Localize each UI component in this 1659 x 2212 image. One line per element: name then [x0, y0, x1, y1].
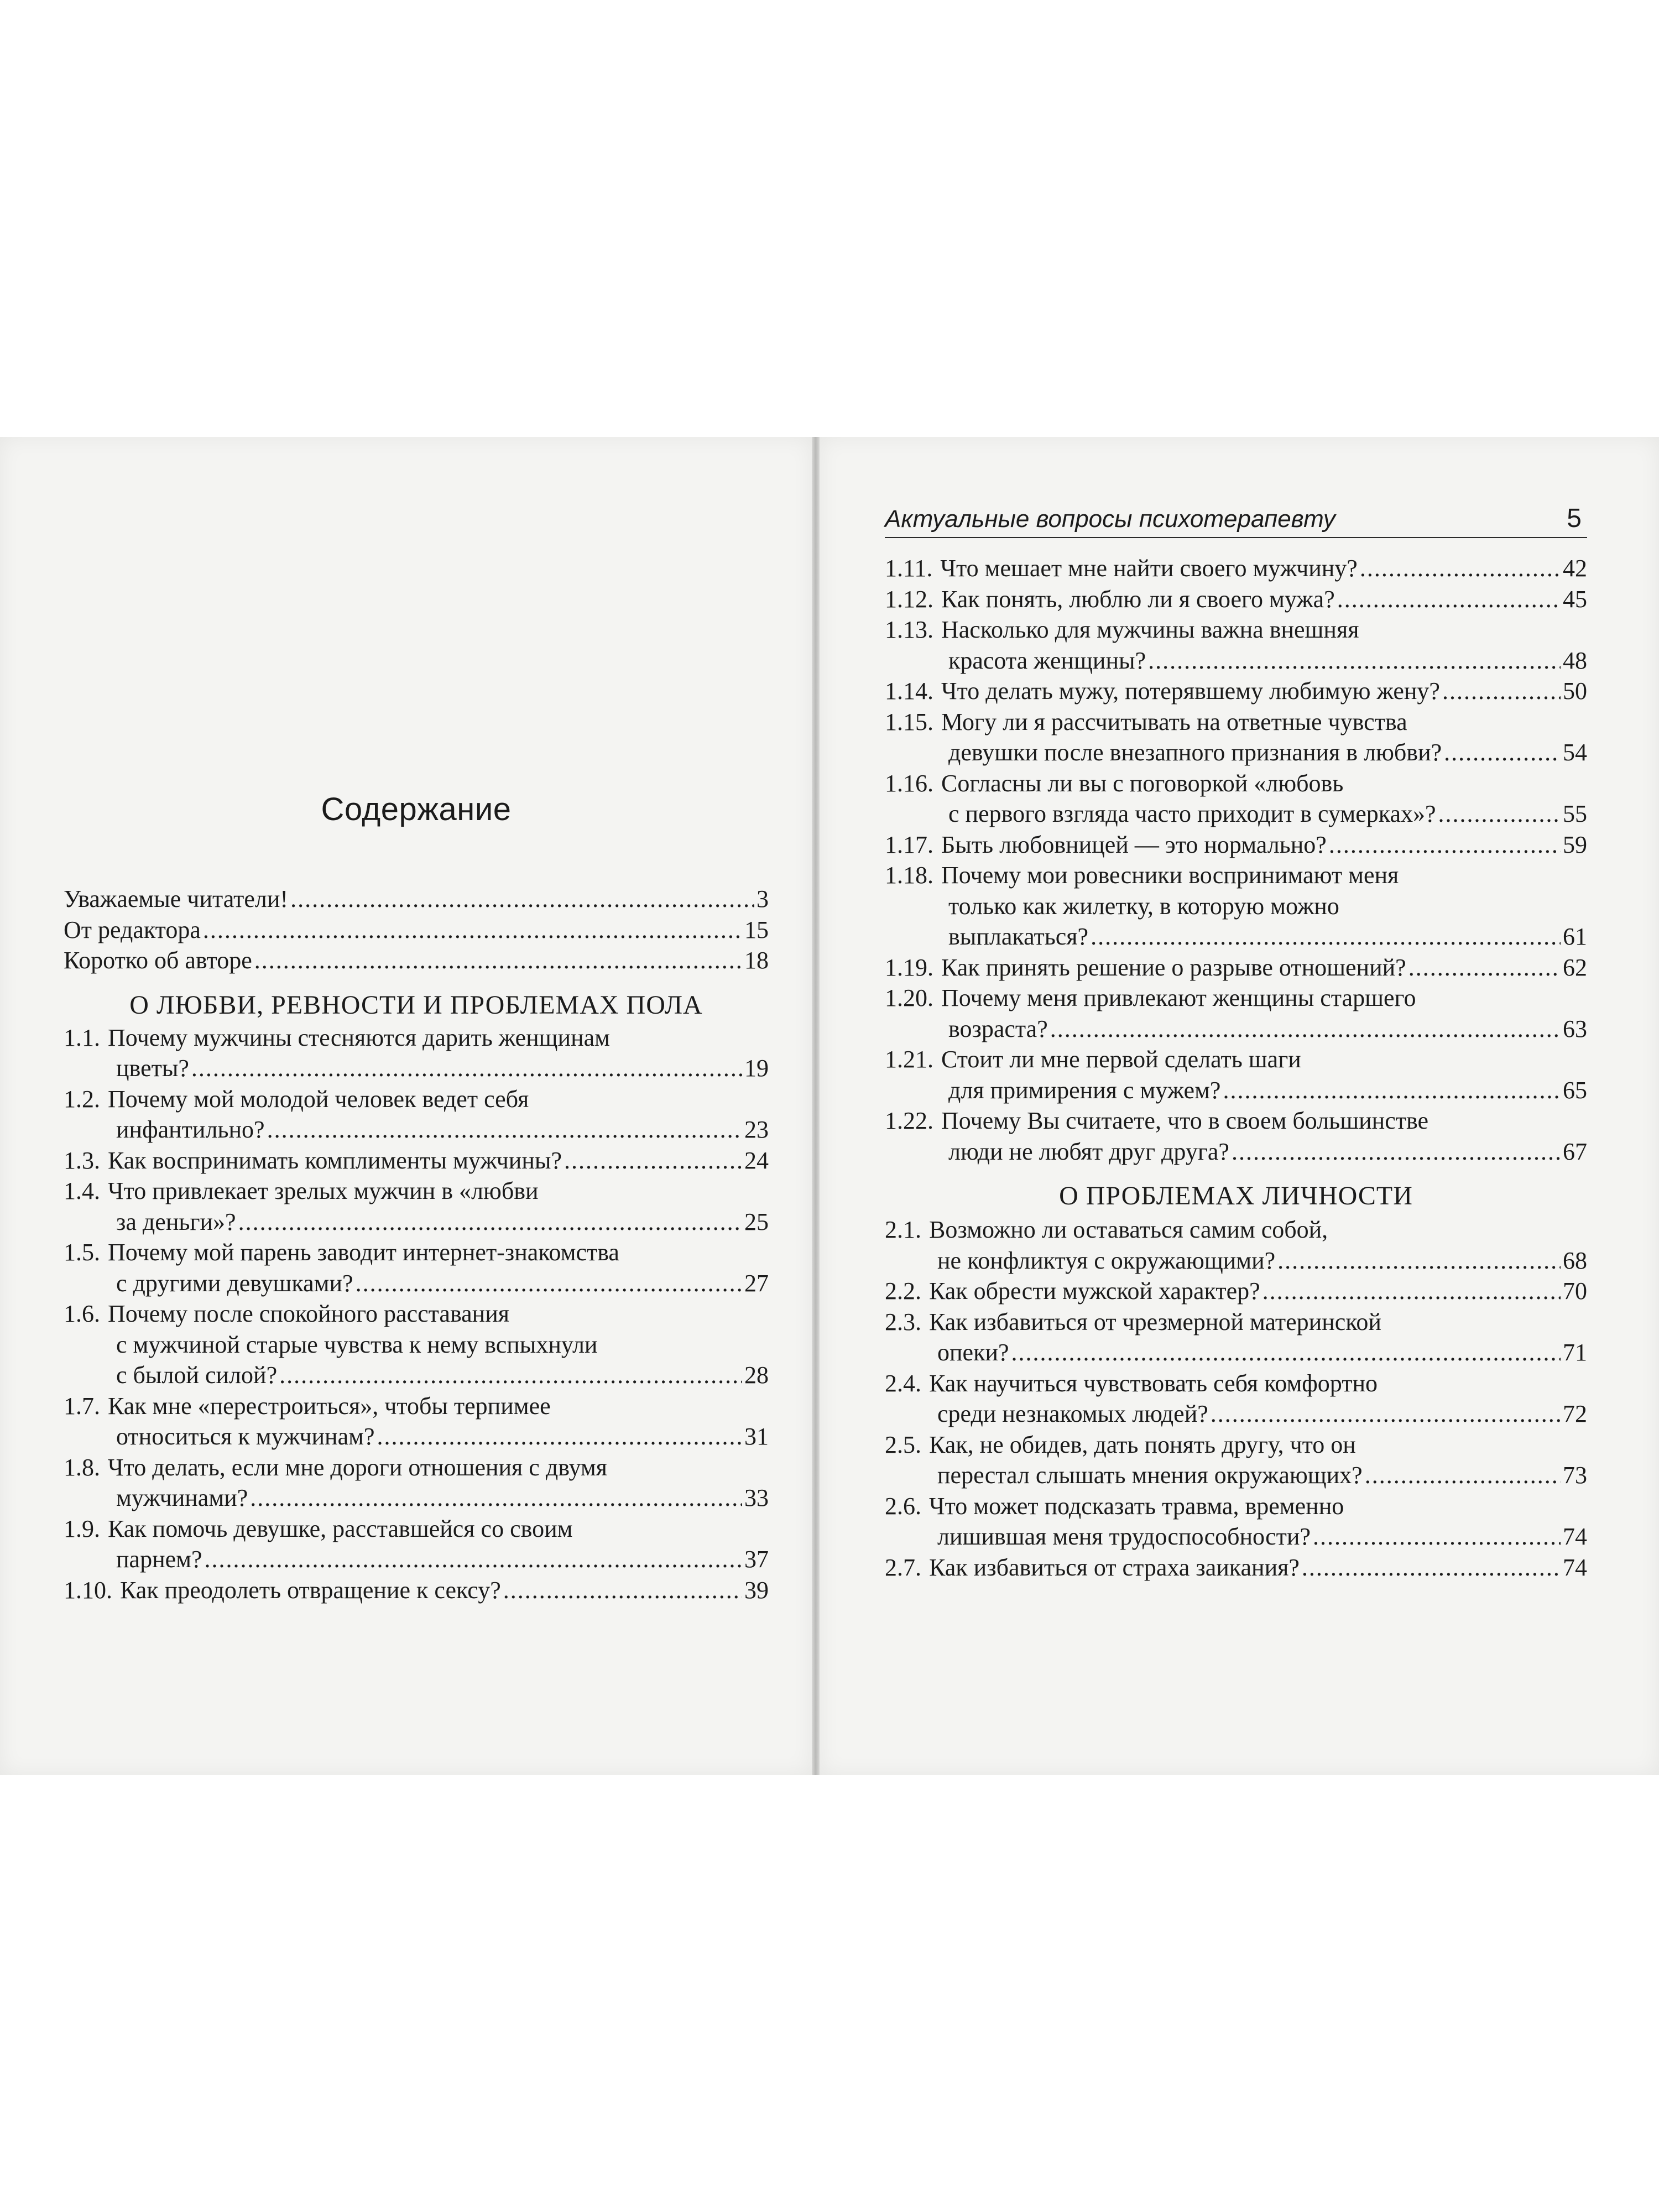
toc-entry-line	[885, 860, 1587, 891]
toc-entry-number: 2.7.	[885, 1553, 921, 1581]
toc-entry-number: 1.20.	[885, 984, 933, 1011]
toc-entry-number: 1.22.	[885, 1107, 933, 1134]
toc-entry-text: Как преодолеть отвращение к сексу?	[120, 1576, 501, 1604]
toc-entry-number: 1.8.	[64, 1453, 100, 1481]
toc-entry-text: Что привлекает зрелых мужчин в «любви	[108, 1177, 539, 1204]
toc-entry-line	[885, 553, 1587, 584]
toc-entry-line	[885, 1214, 1587, 1245]
toc-entry-line	[885, 1075, 1587, 1106]
toc-entry-text: за деньги»?	[116, 1208, 236, 1235]
toc-entry-line	[64, 1391, 769, 1422]
toc-entry-page: 68	[1563, 1246, 1587, 1274]
toc-entry-line	[64, 1114, 769, 1145]
dot-leader	[1211, 1399, 1561, 1430]
toc-entry	[885, 1044, 1587, 1105]
toc-entry	[885, 614, 1587, 676]
toc-entry-text: Согласны ли вы с поговоркой «любовь	[941, 769, 1344, 797]
toc-entry	[885, 830, 1587, 860]
toc-entry-line	[885, 584, 1587, 615]
toc-entry-line	[64, 1176, 769, 1207]
toc-entry	[885, 676, 1587, 707]
toc-entry	[885, 952, 1587, 983]
toc-entry	[64, 1452, 769, 1514]
toc-entry	[64, 1145, 769, 1176]
toc-entry	[885, 707, 1587, 768]
toc-entry-line	[64, 1237, 769, 1268]
toc-entry-text: Насколько для мужчины важна внешняя	[941, 616, 1359, 643]
toc-entry-line	[885, 799, 1587, 830]
toc-entry-text: Как воспринимать комплименты мужчины?	[108, 1146, 562, 1174]
toc-entry-text: среди незнакомых людей?	[937, 1400, 1208, 1427]
toc-entry-text: только как жилетку, в которую можно	[948, 892, 1339, 920]
toc-entry-text: мужчинами?	[116, 1484, 248, 1511]
toc-entry-number: 1.7.	[64, 1392, 100, 1420]
toc-entry	[64, 915, 769, 946]
toc-entry-line	[885, 891, 1587, 922]
dot-leader	[250, 1483, 742, 1514]
toc-entry-number: 2.5.	[885, 1431, 921, 1458]
dot-leader	[1337, 584, 1561, 615]
toc-entry-text: Почему после спокойного расставания	[108, 1300, 509, 1327]
toc-entry	[885, 1276, 1587, 1307]
toc-entry	[64, 1514, 769, 1575]
toc-entry-line	[64, 1329, 769, 1360]
toc-entry-line	[64, 1452, 769, 1483]
toc-entry-number: 1.13.	[885, 616, 933, 643]
dot-leader	[564, 1145, 742, 1176]
toc-entry-line	[885, 830, 1587, 860]
toc-entry-number: 1.11.	[885, 555, 933, 582]
toc-entry-line	[64, 945, 769, 976]
dot-leader	[356, 1268, 742, 1299]
toc-entry-number: 2.4.	[885, 1369, 921, 1397]
toc-entry-number: 1.14.	[885, 677, 933, 705]
toc-entry	[885, 983, 1587, 1044]
toc-entry-text: для примирения с мужем?	[948, 1076, 1221, 1104]
toc-entry-page: 3	[757, 885, 769, 912]
toc-entry	[64, 884, 769, 915]
toc-entry-number: 1.19.	[885, 953, 933, 981]
toc-entry-page: 42	[1563, 555, 1587, 582]
toc-entry-text: парнем?	[116, 1546, 202, 1573]
toc-entry-page: 74	[1563, 1523, 1587, 1550]
toc-entry-line	[64, 1514, 769, 1545]
toc-entry-line	[885, 614, 1587, 645]
toc-entry-page: 55	[1563, 800, 1587, 827]
toc-entry-text: с былой силой?	[116, 1361, 278, 1389]
toc-entry-line	[885, 768, 1587, 799]
dot-leader	[503, 1575, 742, 1606]
toc-entry-text: относиться к мужчинам?	[116, 1423, 375, 1450]
toc-entry-text: с другими девушками?	[116, 1269, 353, 1297]
toc-entry-text: Могу ли я рассчитывать на ответные чувства	[941, 708, 1407, 735]
toc-entry-number: 2.3.	[885, 1308, 921, 1335]
toc-entry-number: 1.16.	[885, 769, 933, 797]
toc-entry-page: 33	[744, 1484, 769, 1511]
toc-entry-number: 2.2.	[885, 1277, 921, 1305]
dot-leader	[205, 1544, 742, 1575]
toc-entry-line	[885, 1337, 1587, 1368]
toc-entry	[64, 1298, 769, 1391]
toc-entry-text: Коротко об авторе	[64, 947, 252, 974]
dot-leader	[1302, 1552, 1561, 1583]
dot-leader	[191, 1053, 742, 1084]
toc-entry-page: 23	[744, 1116, 769, 1143]
toc-entry	[885, 1491, 1587, 1552]
toc-entry-line	[64, 1053, 769, 1084]
toc-entry-line	[64, 1483, 769, 1514]
toc-entry-page: 62	[1563, 953, 1587, 981]
toc-entry-number: 1.15.	[885, 708, 933, 735]
running-head	[885, 503, 1587, 538]
dot-leader	[1360, 553, 1561, 584]
toc-entry-page: 39	[744, 1576, 769, 1604]
toc-entry	[885, 1430, 1587, 1491]
dot-leader	[1329, 830, 1561, 860]
toc-entry-number: 1.21.	[885, 1046, 933, 1073]
toc-entry-text: цветы?	[116, 1055, 189, 1082]
toc-entry-line	[885, 1491, 1587, 1522]
toc-title: Содержание	[321, 791, 512, 827]
toc-entry-text: От редактора	[64, 916, 201, 943]
toc-entry-page: 70	[1563, 1277, 1587, 1305]
toc-entry-text: Что делать, если мне дороги отношения с двумя	[108, 1453, 607, 1481]
toc-entry-line	[885, 707, 1587, 738]
dot-leader	[1223, 1075, 1561, 1106]
dot-leader	[1444, 737, 1561, 768]
toc-entry-page: 48	[1563, 646, 1587, 674]
dot-leader	[1050, 1014, 1561, 1045]
toc-entry-text: возраста?	[948, 1015, 1048, 1042]
toc-entry-text: Как научиться чувствовать себя комфортно	[929, 1369, 1378, 1397]
dot-leader	[1232, 1136, 1561, 1167]
toc-entry-number: 1.3.	[64, 1146, 100, 1174]
toc-entry-page: 31	[744, 1423, 769, 1450]
toc-entry	[64, 1575, 769, 1606]
toc-entry-number: 1.18.	[885, 862, 933, 889]
dot-leader	[377, 1421, 743, 1452]
toc-entry-line	[885, 1521, 1587, 1552]
toc-entry-number: 1.1.	[64, 1024, 100, 1051]
toc-entry-text: Как понять, люблю ли я своего мужа?	[941, 585, 1335, 613]
toc-entry	[885, 1307, 1587, 1368]
toc-entry-page: 74	[1563, 1553, 1587, 1581]
toc-entry	[885, 1368, 1587, 1430]
toc-entry-line	[64, 1084, 769, 1115]
toc-entry-line	[64, 1207, 769, 1238]
toc-entry-line	[64, 1145, 769, 1176]
dot-leader	[1277, 1245, 1561, 1276]
dot-leader	[1313, 1521, 1561, 1552]
dot-leader	[267, 1114, 742, 1145]
toc-entry-text: Почему мой молодой человек ведет себя	[108, 1085, 529, 1113]
dot-leader	[1442, 676, 1561, 707]
toc-entry	[885, 584, 1587, 615]
toc-entry-line	[885, 1399, 1587, 1430]
toc-entry-line	[64, 1360, 769, 1391]
toc-entry-number: 2.6.	[885, 1492, 921, 1520]
toc-entry-line	[885, 1307, 1587, 1338]
toc-entry	[64, 945, 769, 976]
dot-leader	[290, 884, 754, 915]
toc-entry-page: 59	[1563, 831, 1587, 858]
toc-entry-line	[64, 1022, 769, 1053]
toc-entry-line	[885, 645, 1587, 676]
toc-entry-text: Уважаемые читатели!	[64, 885, 289, 912]
toc-entry-text: перестал слышать мнения окружающих?	[937, 1462, 1363, 1489]
toc-entry-page: 63	[1563, 1015, 1587, 1042]
toc-entry	[885, 860, 1587, 952]
toc-entry-page: 65	[1563, 1076, 1587, 1104]
toc-entry	[885, 1105, 1587, 1167]
toc-entry-line	[885, 1014, 1587, 1045]
toc-entry-text: не конфликтуя с окружающими?	[937, 1246, 1276, 1274]
running-head-title: Актуальные вопросы психотерапевту	[885, 505, 1335, 533]
dot-leader	[1365, 1460, 1561, 1491]
toc-entry-line	[885, 737, 1587, 768]
toc-entry-line	[64, 1268, 769, 1299]
toc-entry-text: Почему мой парень заводит интернет-знакомства	[108, 1239, 619, 1266]
toc-entry-line	[885, 1044, 1587, 1075]
toc-entry-text: Возможно ли оставаться самим собой,	[929, 1216, 1328, 1243]
toc-entry-page: 25	[744, 1208, 769, 1235]
toc-entry-line	[885, 921, 1587, 952]
dot-leader	[1438, 799, 1561, 830]
toc-entry-page: 73	[1563, 1462, 1587, 1489]
dot-leader	[1091, 921, 1561, 952]
toc-entry-line	[885, 983, 1587, 1014]
toc-entry-text: с первого взгляда часто приходит в сумерках»?	[948, 800, 1436, 827]
toc-entry	[64, 1176, 769, 1237]
right-page	[820, 437, 1659, 1775]
toc-entry-line	[64, 1544, 769, 1575]
dot-leader	[1262, 1276, 1561, 1307]
toc-entry-line	[885, 952, 1587, 983]
toc-entry-number: 1.4.	[64, 1177, 100, 1204]
dot-leader	[1148, 645, 1561, 676]
book-spread	[0, 437, 1659, 1775]
toc-entry-number: 1.12.	[885, 585, 933, 613]
toc-entry	[885, 768, 1587, 830]
book-gutter	[812, 437, 820, 1775]
toc-list-right	[885, 553, 1587, 1583]
toc-entry	[64, 1237, 769, 1298]
toc-entry-text: выплакаться?	[948, 923, 1089, 950]
toc-entry-line	[64, 1298, 769, 1329]
toc-entry-number: 1.2.	[64, 1085, 100, 1113]
toc-entry	[64, 1022, 769, 1084]
toc-entry-text: Как избавиться от чрезмерной материнской	[929, 1308, 1381, 1335]
toc-entry-text: опеки?	[937, 1339, 1009, 1366]
toc-entry-line	[885, 1245, 1587, 1276]
toc-entry-line	[885, 1368, 1587, 1399]
toc-entry-text: Что может подсказать травма, временно	[929, 1492, 1344, 1520]
section-title: О ПРОБЛЕМАХ ЛИЧНОСТИ	[1059, 1181, 1413, 1211]
toc-entry-page: 67	[1563, 1138, 1587, 1165]
toc-entry-page: 72	[1563, 1400, 1587, 1427]
toc-entry-text: Как принять решение о разрыве отношений?	[941, 953, 1406, 981]
toc-entry-number: 2.1.	[885, 1216, 921, 1243]
toc-entry-text: Почему мои ровесники воспринимают меня	[941, 862, 1399, 889]
toc-entry-line	[64, 1575, 769, 1606]
dot-leader	[1011, 1337, 1561, 1368]
toc-entry-text: Стоит ли мне первой сделать шаги	[941, 1046, 1301, 1073]
toc-entry-page: 27	[744, 1269, 769, 1297]
dot-leader	[203, 915, 742, 946]
toc-entry-number: 1.6.	[64, 1300, 100, 1327]
toc-entry-text: Как, не обидев, дать понять другу, что он	[929, 1431, 1356, 1458]
toc-entry	[64, 1391, 769, 1452]
toc-entry-page: 50	[1563, 677, 1587, 705]
toc-entry-line	[885, 1105, 1587, 1136]
toc-entry-text: люди не любят друг друга?	[948, 1138, 1229, 1165]
toc-entry-number: 1.10.	[64, 1576, 112, 1604]
page-number: 5	[1567, 504, 1582, 533]
toc-entry-line	[885, 1136, 1587, 1167]
toc-entry-text: Почему мужчины стесняются дарить женщинам	[108, 1024, 611, 1051]
toc-entry-page: 15	[744, 916, 769, 943]
toc-entry-text: Как избавиться от страха заикания?	[929, 1553, 1300, 1581]
dot-leader	[254, 945, 742, 976]
toc-entry-page: 18	[744, 947, 769, 974]
dot-leader	[1408, 952, 1561, 983]
toc-entry-page: 37	[744, 1546, 769, 1573]
toc-entry-text: Как мне «перестроиться», чтобы терпимее	[108, 1392, 551, 1420]
toc-list-left	[64, 884, 769, 1605]
toc-entry	[885, 553, 1587, 584]
toc-entry-line	[885, 676, 1587, 707]
toc-entry-text: Как обрести мужской характер?	[929, 1277, 1260, 1305]
toc-entry-text: Быть любовницей — это нормально?	[941, 831, 1327, 858]
toc-entry-text: Почему Вы считаете, что в своем большинстве	[941, 1107, 1429, 1134]
toc-entry-number: 1.9.	[64, 1515, 100, 1542]
toc-entry-number: 1.5.	[64, 1239, 100, 1266]
dot-leader	[238, 1207, 742, 1238]
toc-entry	[885, 1552, 1587, 1583]
toc-entry	[885, 1214, 1587, 1276]
section-title: О ЛЮБВИ, РЕВНОСТИ И ПРОБЛЕМАХ ПОЛА	[129, 990, 703, 1020]
toc-entry-line	[885, 1552, 1587, 1583]
toc-entry-text: девушки после внезапного признания в любви?	[948, 739, 1442, 766]
toc-entry-text: Почему меня привлекают женщины старшего	[941, 984, 1416, 1011]
toc-entry-text: Что делать мужу, потерявшему любимую жену?	[941, 677, 1440, 705]
toc-entry-line	[64, 1421, 769, 1452]
toc-entry-line	[885, 1460, 1587, 1491]
dot-leader	[279, 1360, 742, 1391]
toc-entry-line	[885, 1430, 1587, 1460]
toc-entry-number: 1.17.	[885, 831, 933, 858]
toc-entry-page: 45	[1563, 585, 1587, 613]
toc-entry-page: 71	[1563, 1339, 1587, 1366]
toc-entry-page: 28	[744, 1361, 769, 1389]
toc-entry-text: с мужчиной старые чувства к нему вспыхнули	[116, 1331, 598, 1358]
toc-entry-text: красота женщины?	[948, 646, 1146, 674]
toc-entry-text: инфантильно?	[116, 1116, 265, 1143]
toc-entry-line	[64, 884, 769, 915]
toc-entry-page: 24	[744, 1146, 769, 1174]
toc-entry-page: 61	[1563, 923, 1587, 950]
toc-entry-text: Что мешает мне найти своего мужчину?	[940, 555, 1358, 582]
toc-entry-text: лишившая меня трудоспособности?	[937, 1523, 1311, 1550]
toc-entry	[64, 1084, 769, 1145]
toc-entry-page: 19	[744, 1055, 769, 1082]
left-page	[0, 437, 812, 1775]
toc-entry-page: 54	[1563, 739, 1587, 766]
toc-entry-line	[64, 915, 769, 946]
toc-entry-text: Как помочь девушке, расставшейся со своим	[108, 1515, 573, 1542]
toc-entry-line	[885, 1276, 1587, 1307]
